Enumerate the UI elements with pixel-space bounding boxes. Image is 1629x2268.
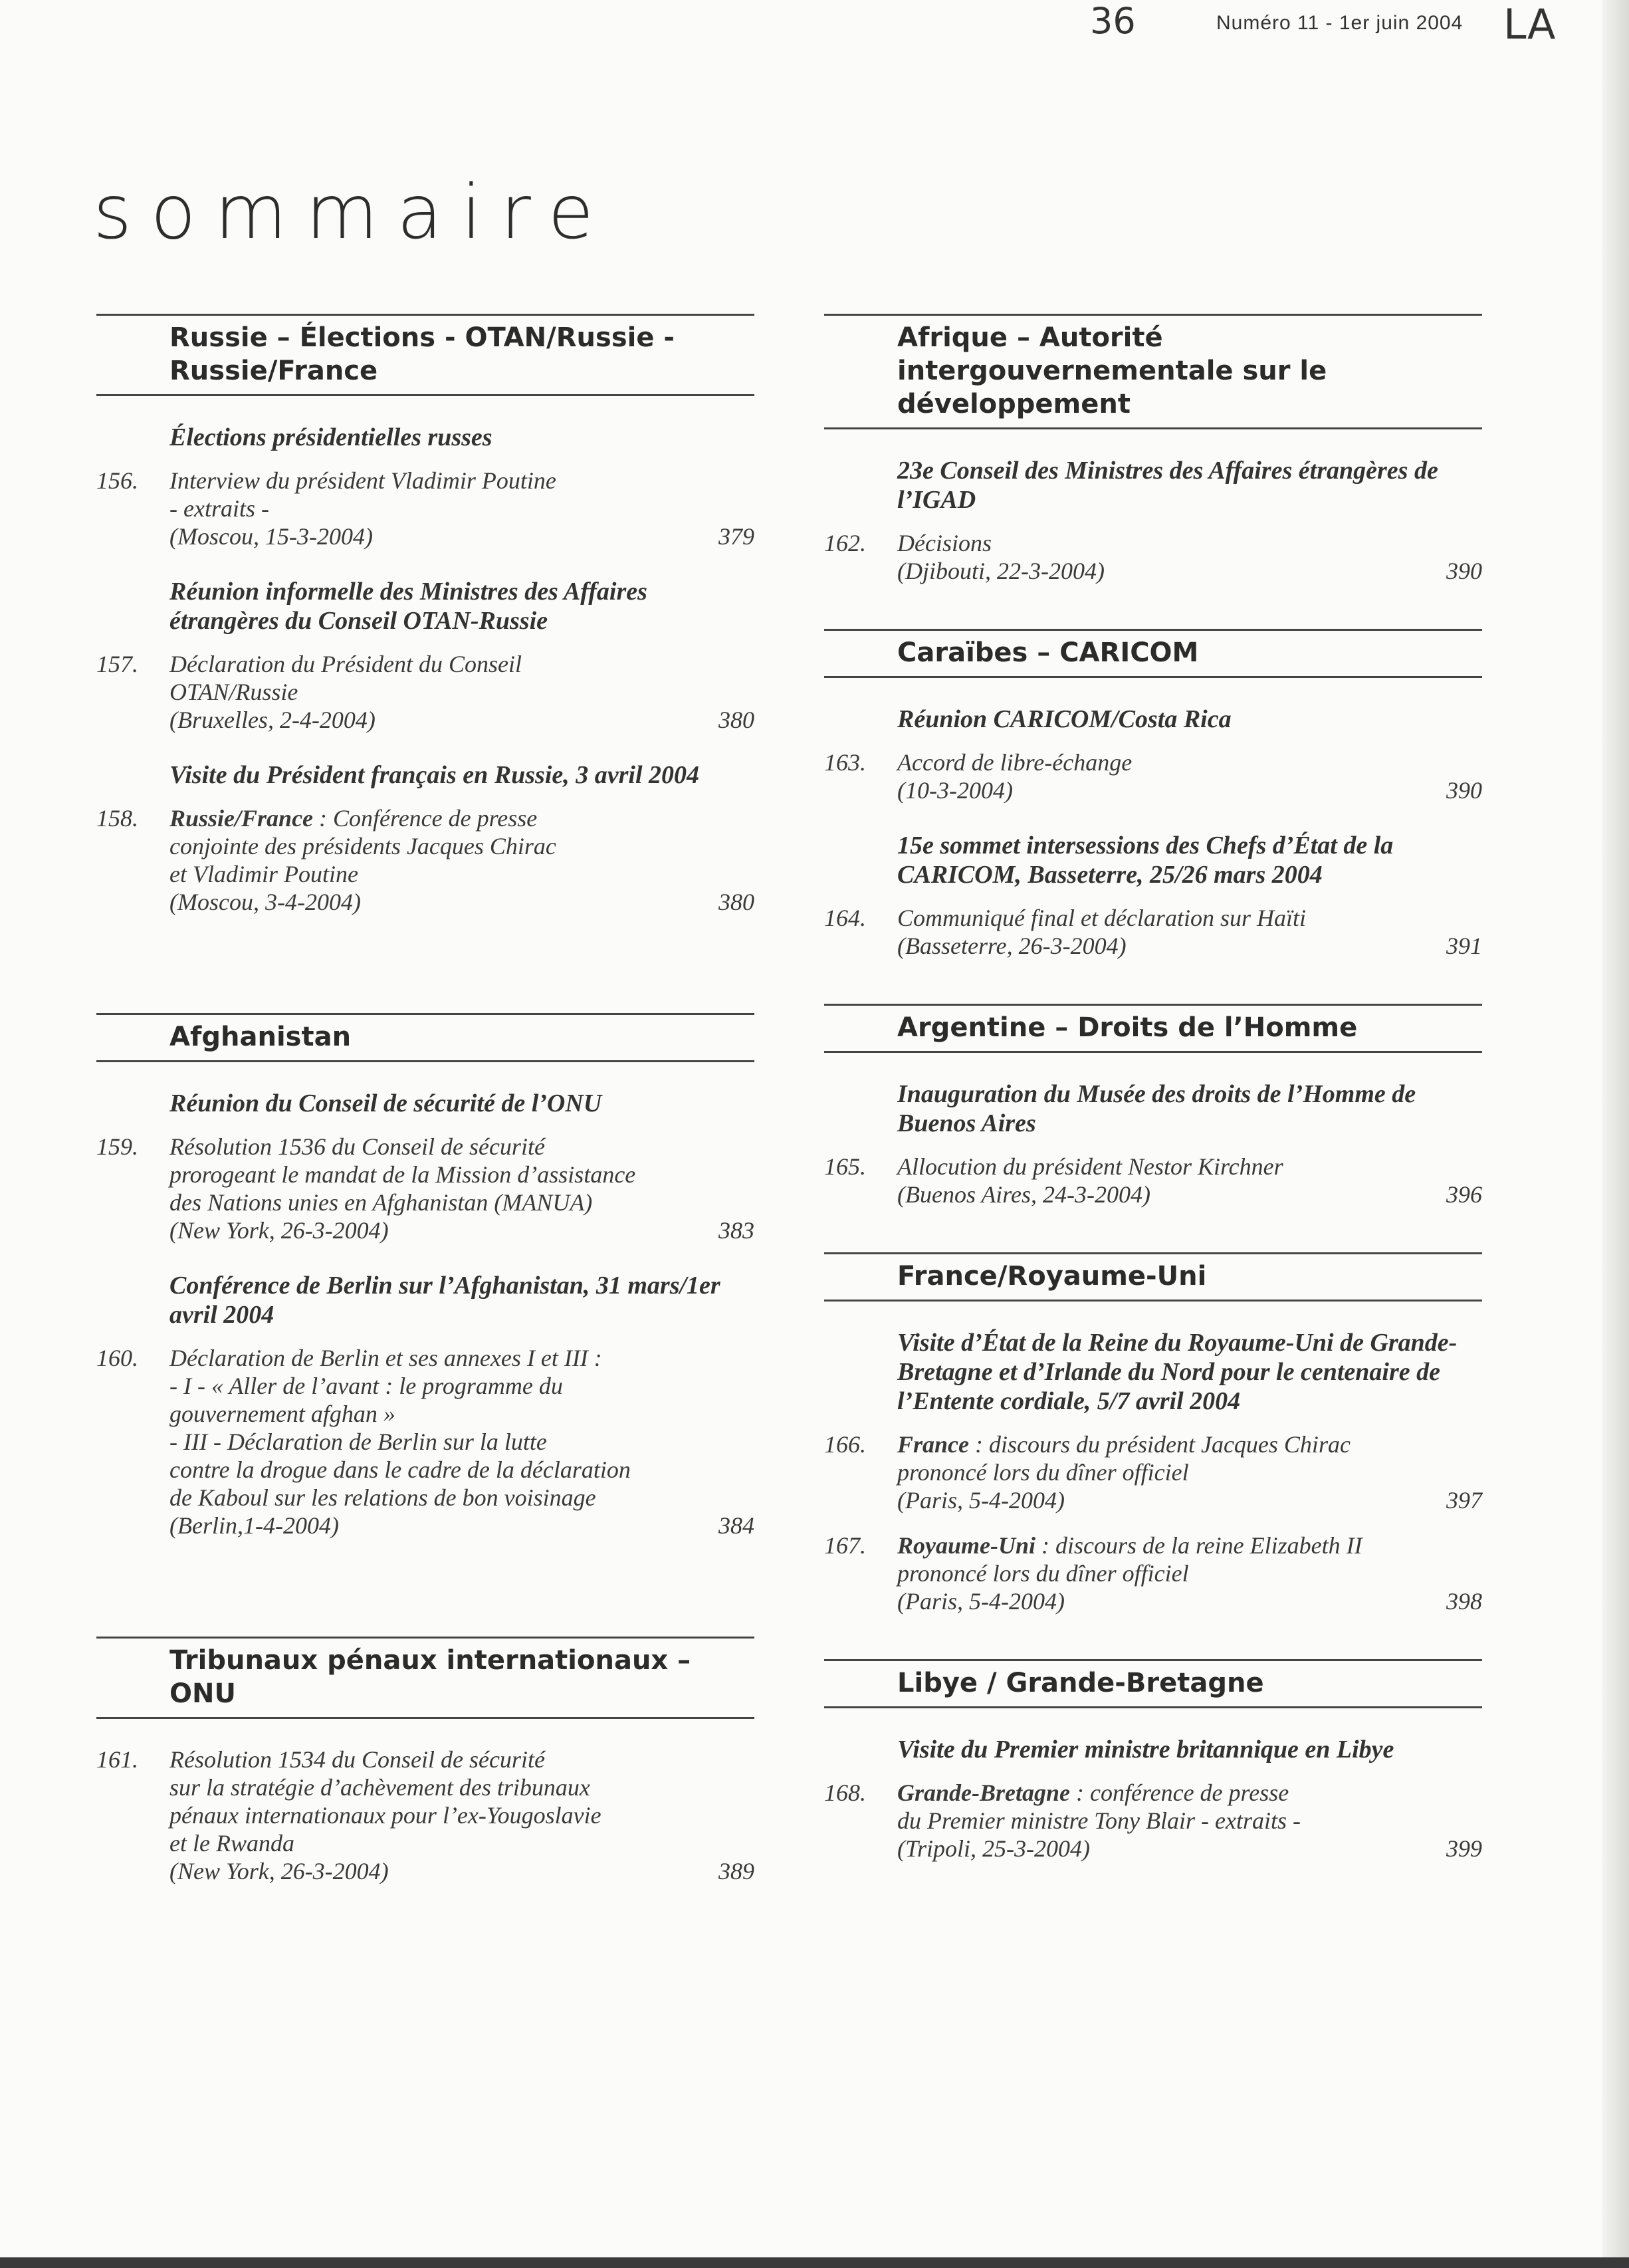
entry-text: (Djibouti, 22-3-2004) <box>897 558 1105 584</box>
entry-text: (Moscou, 3-4-2004) <box>169 889 361 915</box>
entry-text: (Tripoli, 25-3-2004) <box>897 1835 1091 1862</box>
entry-text: Accord de libre-échange <box>897 749 1133 776</box>
entry-text: (Paris, 5-4-2004) <box>897 1588 1065 1615</box>
entry-number: 167. <box>824 1532 866 1559</box>
entry-number: 168. <box>824 1779 866 1806</box>
section-heading: Afrique – Autorité intergouvernementale sur le développement <box>824 314 1482 429</box>
entry-text: de Kaboul sur les relations de bon voisinage <box>169 1484 596 1511</box>
entry-text: sur la stratégie d’achèvement des tribunaux <box>169 1774 590 1801</box>
entry-number: 161. <box>96 1746 138 1773</box>
entry-text: (Moscou, 15-3-2004) <box>169 523 373 550</box>
page-number: 398 <box>1446 1588 1482 1615</box>
entry-text: Décisions <box>897 530 992 556</box>
toc-entry-168[interactable] <box>824 1779 1482 1863</box>
page-number: 390 <box>1446 777 1482 804</box>
entry-text: (New York, 26-3-2004) <box>169 1217 389 1244</box>
entry-text: prononcé lors du dîner officiel <box>897 1560 1189 1587</box>
entry-text: Résolution 1534 du Conseil de sécurité <box>169 1746 545 1773</box>
subsection-title: 23e Conseil des Ministres des Affaires étrangères de l’IGAD <box>897 457 1438 514</box>
entry-number: 164. <box>824 905 866 931</box>
entry-text: Communiqué final et déclaration sur Haïti <box>897 905 1306 931</box>
entry-text: gouvernement afghan » <box>169 1401 395 1427</box>
toc-entry-165[interactable] <box>824 1153 1482 1208</box>
handwritten-initials: LA <box>1503 0 1556 49</box>
page-number: 383 <box>718 1217 754 1244</box>
entry-country: Grande-Bretagne <box>897 1779 1070 1806</box>
entry-number: 166. <box>824 1431 866 1458</box>
entry-number: 157. <box>96 651 138 677</box>
entry-number: 160. <box>96 1345 138 1371</box>
subsection-title: Visite du Président français en Russie, 3 avril 2004 <box>169 761 700 789</box>
section-tribunaux <box>96 1637 754 1885</box>
entry-text: (Berlin,1-4-2004) <box>169 1512 339 1539</box>
page-number: 389 <box>718 1858 754 1884</box>
entry-text: : conférence de presse <box>1070 1779 1289 1806</box>
entry-number: 158. <box>96 805 138 832</box>
entry-text: prononcé lors du dîner officiel <box>897 1459 1189 1486</box>
subsection-title: 15e sommet intersessions des Chefs d’État de la CARICOM, Basseterre, 25/26 mars 2004 <box>897 832 1394 889</box>
page-number: 380 <box>718 707 754 733</box>
page-number: 399 <box>1446 1835 1482 1862</box>
toc-entry-162[interactable] <box>824 529 1482 585</box>
subsection-title: Inauguration du Musée des droits de l’Homme de Buenos Aires <box>897 1080 1416 1137</box>
entry-text: Déclaration du Président du Conseil <box>169 651 522 677</box>
entry-text: Allocution du président Nestor Kirchner <box>897 1153 1283 1180</box>
entry-text: contre la drogue dans le cadre de la déclaration <box>169 1456 631 1483</box>
subsection-title: Réunion CARICOM/Costa Rica <box>897 705 1232 733</box>
toc-entry-156[interactable] <box>96 467 754 550</box>
entry-text: (10-3-2004) <box>897 777 1013 804</box>
toc-entry-167[interactable] <box>824 1531 1482 1615</box>
subsection-title: Élections présidentielles russes <box>169 423 492 451</box>
toc-entry-161[interactable] <box>96 1746 754 1885</box>
page-number: 390 <box>1446 558 1482 584</box>
entry-text: - III - Déclaration de Berlin sur la lutte <box>169 1428 547 1455</box>
left-column <box>96 314 754 1902</box>
entry-text: prorogeant le mandat de la Mission d’assistance <box>169 1161 636 1188</box>
entry-text: pénaux internationaux pour l’ex-Yougoslavie <box>169 1802 601 1829</box>
section-heading: France/Royaume-Uni <box>824 1252 1482 1302</box>
toc-entry-166[interactable] <box>824 1430 1482 1514</box>
section-heading: Russie – Élections - OTAN/Russie - Russie/France <box>96 314 754 396</box>
subsection-title: Visite d’État de la Reine du Royaume-Uni de Grande-Bretagne et d’Irlande du Nord pour le centenaire de l’Entente cordiale, 5/7 avril 2004 <box>897 1329 1458 1415</box>
section-heading: Argentine – Droits de l’Homme <box>824 1004 1482 1053</box>
entry-country: Russie/France <box>169 805 314 832</box>
scan-bottom-band <box>0 2257 1629 2268</box>
entry-country: Royaume-Uni <box>897 1532 1036 1559</box>
entry-number: 163. <box>824 749 866 776</box>
section-libye <box>824 1659 1482 1863</box>
subsection-title: Réunion du Conseil de sécurité de l’ONU <box>169 1089 602 1117</box>
page-title: sommaire <box>93 170 613 256</box>
toc-entry-158[interactable] <box>96 804 754 916</box>
entry-text: : Conférence de presse <box>313 805 538 832</box>
page-number: 391 <box>1446 933 1482 959</box>
entry-text: conjointe des présidents Jacques Chirac <box>169 833 556 859</box>
section-afghanistan <box>96 1013 754 1539</box>
section-france-royaume-uni <box>824 1252 1482 1615</box>
section-heading: Afghanistan <box>96 1013 754 1062</box>
entry-text: (Buenos Aires, 24-3-2004) <box>897 1181 1150 1208</box>
page-number: 384 <box>718 1512 754 1539</box>
entry-number: 159. <box>96 1133 138 1160</box>
entry-text: OTAN/Russie <box>169 679 298 705</box>
handwritten-page-number: 36 <box>1090 0 1136 42</box>
toc-entry-159[interactable] <box>96 1133 754 1244</box>
entry-text: (New York, 26-3-2004) <box>169 1858 389 1884</box>
entry-text: - extraits - <box>169 495 269 522</box>
section-heading: Tribunaux pénaux internationaux – ONU <box>96 1637 754 1719</box>
toc-entry-163[interactable] <box>824 748 1482 804</box>
page-edge-shadow <box>1602 0 1629 2268</box>
section-heading: Libye / Grande-Bretagne <box>824 1659 1482 1708</box>
subsection-title: Conférence de Berlin sur l’Afghanistan, 31 mars/1er avril 2004 <box>169 1272 720 1329</box>
page-number: 379 <box>718 523 754 550</box>
entry-text: Résolution 1536 du Conseil de sécurité <box>169 1133 545 1160</box>
page-number: 396 <box>1446 1181 1482 1208</box>
entry-text: (Bruxelles, 2-4-2004) <box>169 707 376 733</box>
entry-text: du Premier ministre Tony Blair - extraits - <box>897 1807 1301 1834</box>
entry-text: et Vladimir Poutine <box>169 861 358 887</box>
entry-text: des Nations unies en Afghanistan (MANUA) <box>169 1189 593 1216</box>
entry-number: 165. <box>824 1153 866 1180</box>
entry-text: (Basseterre, 26-3-2004) <box>897 933 1127 959</box>
entry-text: : discours de la reine Elizabeth II <box>1035 1532 1362 1559</box>
entry-text: : discours du président Jacques Chirac <box>969 1431 1351 1458</box>
issue-header: Numéro 11 - 1er juin 2004 <box>1216 12 1464 34</box>
toc-entry-157[interactable] <box>96 650 754 734</box>
section-afrique <box>824 314 1482 585</box>
entry-text: (Paris, 5-4-2004) <box>897 1487 1065 1514</box>
toc-entry-160[interactable] <box>96 1344 754 1539</box>
right-column <box>824 314 1482 1880</box>
page-number: 380 <box>718 889 754 915</box>
entry-text: Déclaration de Berlin et ses annexes I et III : <box>169 1345 602 1371</box>
subsection-title: Visite du Premier ministre britannique en Libye <box>897 1736 1394 1763</box>
entry-text: et le Rwanda <box>169 1830 294 1857</box>
section-heading: Caraïbes – CARICOM <box>824 629 1482 678</box>
toc-entry-164[interactable] <box>824 904 1482 960</box>
section-russie <box>96 314 754 916</box>
entry-text: Interview du président Vladimir Poutine <box>169 467 556 494</box>
entry-number: 162. <box>824 530 866 556</box>
section-argentine <box>824 1004 1482 1208</box>
section-caraibes <box>824 629 1482 960</box>
subsection-title: Réunion informelle des Ministres des Affaires étrangères du Conseil OTAN-Russie <box>169 578 647 635</box>
entry-number: 156. <box>96 467 138 494</box>
entry-text: - I - « Aller de l’avant : le programme du <box>169 1373 563 1399</box>
page-number: 397 <box>1446 1487 1482 1514</box>
entry-country: France <box>897 1431 969 1458</box>
